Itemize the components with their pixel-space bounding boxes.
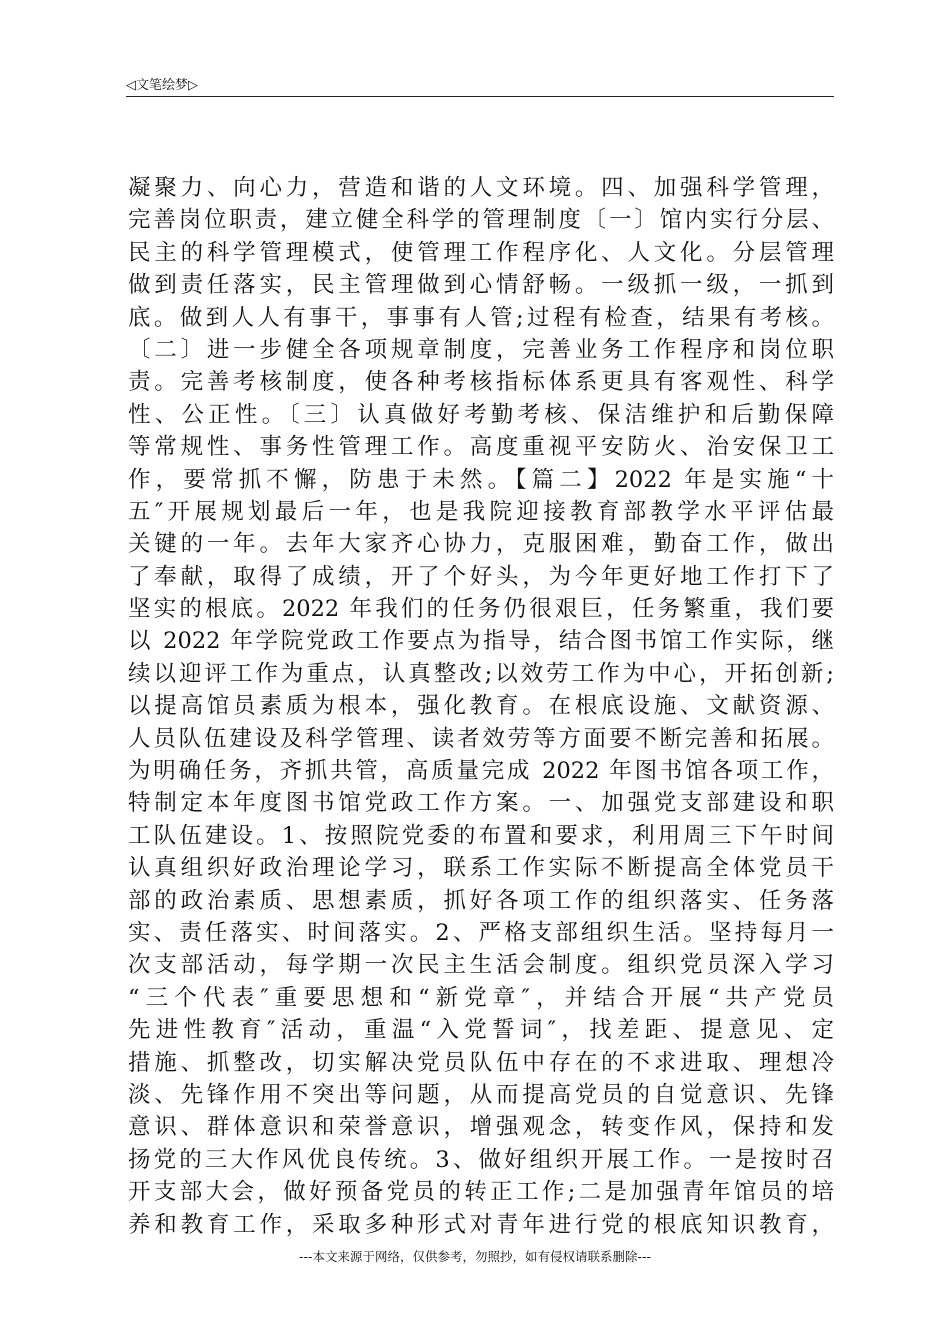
footer-disclaimer: ---本文来源于网络，仅供参考，勿照抄，如有侵权请联系删除--- xyxy=(298,1249,652,1264)
body-line: 完善岗位职责，建立健全科学的管理制度〔一〕馆内实行分层、 xyxy=(128,207,834,234)
body-line: 作，要常抓不懈，防患于未然。【篇二】2022 年是实施“十 xyxy=(128,466,834,493)
body-line: 民主的科学管理模式，使管理工作程序化、人文化。分层管理 xyxy=(128,239,834,266)
body-line: 措施、抓整改，切实解决党员队伍中存在的不求进取、理想冷 xyxy=(128,1049,834,1076)
body-line: 以 2022 年学院党政工作要点为指导，结合图书馆工作实际，继 xyxy=(128,628,834,655)
header-divider xyxy=(126,96,834,97)
body-line: 人员队伍建设及科学管理、读者效劳等方面要不断完善和拓展。 xyxy=(128,725,834,752)
body-line: 坚实的根底。2022 年我们的任务仍很艰巨，任务繁重，我们要 xyxy=(128,596,834,623)
body-line: 凝聚力、向心力，营造和谐的人文环境。四、加强科学管理， xyxy=(128,175,834,201)
body-line: 先进性教育″活动，重温“入党誓词″，找差距、提意见、定 xyxy=(128,1017,834,1044)
body-line: 部的政治素质、思想素质，抓好各项工作的组织落实、任务落 xyxy=(128,887,834,914)
body-line: “三个代表″重要思想和“新党章″，并结合开展“共产党员 xyxy=(128,984,834,1011)
body-line: 以提高馆员素质为根本，强化教育。在根底设施、文献资源、 xyxy=(128,693,834,720)
body-line: 〔二〕进一步健全各项规章制度，完善业务工作程序和岗位职 xyxy=(128,336,834,363)
body-line: 特制定本年度图书馆党政工作方案。一、加强党支部建设和职 xyxy=(128,790,834,817)
body-line: 关键的一年。去年大家齐心协力，克服困难，勤奋工作，做出 xyxy=(128,531,834,558)
body-line: 工队伍建设。1、按照院党委的布置和要求，利用周三下午时间 xyxy=(128,822,834,849)
body-line: 意识、群体意识和荣誉意识，增强观念，转变作风，保持和发 xyxy=(128,1114,834,1141)
body-line: 责。完善考核制度，使各种考核指标体系更具有客观性、科学 xyxy=(128,369,834,396)
body-line: 养和教育工作，采取多种形式对青年进行党的根底知识教育， xyxy=(128,1211,834,1238)
body-text xyxy=(128,172,834,1241)
body-line: 为明确任务，齐抓共管，高质量完成 2022 年图书馆各项工作， xyxy=(128,758,834,785)
body-line: 等常规性、事务性管理工作。高度重视平安防火、治安保卫工 xyxy=(128,434,834,461)
body-line: 续以迎评工作为重点，认真整改;以效劳工作为中心，开拓创新; xyxy=(128,660,834,687)
body-line: 底。做到人人有事干，事事有人管;过程有检查，结果有考核。 xyxy=(128,304,834,331)
body-line: 扬党的三大作风优良传统。3、做好组织开展工作。一是按时召 xyxy=(128,1146,834,1173)
body-line: 实、责任落实、时间落实。2、严格支部组织生活。坚持每月一 xyxy=(128,919,834,946)
body-line: 性、公正性。〔三〕认真做好考勤考核、保洁维护和后勤保障 xyxy=(128,401,834,428)
body-line: 认真组织好政治理论学习，联系工作实际不断提高全体党员干 xyxy=(128,855,834,882)
body-line: 次支部活动，每学期一次民主生活会制度。组织党员深入学习 xyxy=(128,952,834,979)
header-title: ◁文笔绘梦▷ xyxy=(126,78,198,93)
body-line: 淡、先锋作用不突出等问题，从而提高党员的自觉意识、先锋 xyxy=(128,1081,834,1108)
body-line: 开支部大会，做好预备党员的转正工作;二是加强青年馆员的培 xyxy=(128,1179,834,1206)
body-line: 了奉献，取得了成绩，开了个好头，为今年更好地工作打下了 xyxy=(128,563,834,590)
body-line: 做到责任落实，民主管理做到心情舒畅。一级抓一级，一抓到 xyxy=(128,272,834,299)
body-line: 五″开展规划最后一年，也是我院迎接教育部教学水平评估最 xyxy=(128,498,834,525)
